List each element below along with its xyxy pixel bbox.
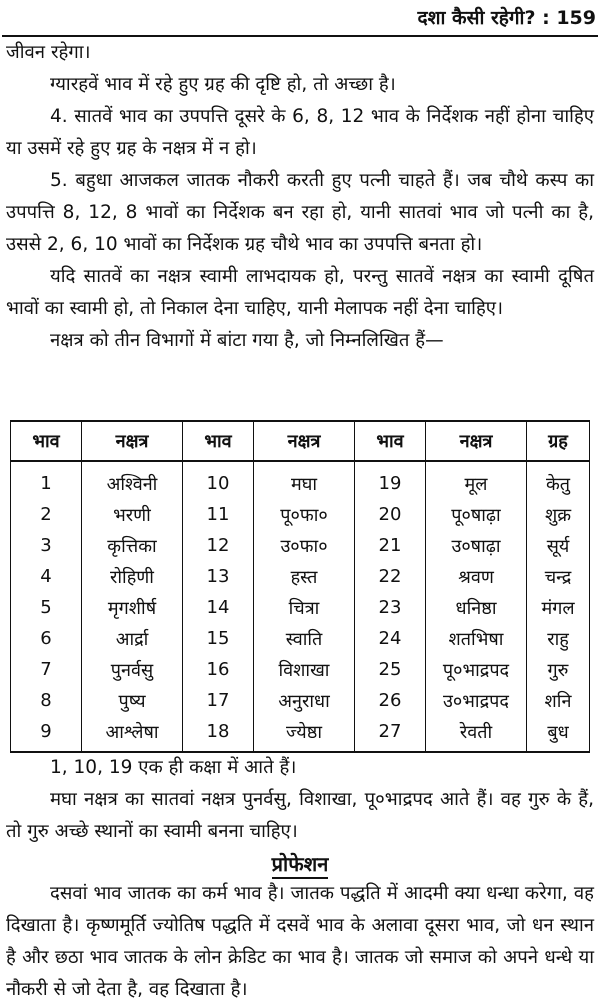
column-header: नक्षत्र	[254, 421, 355, 461]
table-cell: ज्येष्ठा	[254, 716, 355, 752]
table-cell: श्रवण	[426, 561, 527, 592]
table-cell: 24	[355, 623, 426, 654]
table-cell: उ०भाद्रपद	[426, 685, 527, 716]
table-cell: 20	[355, 499, 426, 530]
table-row	[11, 654, 590, 685]
table-row	[11, 623, 590, 654]
table-cell: पू०फा०	[254, 499, 355, 530]
table-cell: अश्विनी	[82, 461, 183, 499]
paragraph: ग्यारहवें भाव में रहे हुए ग्रह की दृष्टि हो, तो अच्छा है।	[50, 74, 396, 95]
table-row	[11, 592, 590, 623]
table-cell: 9	[11, 716, 82, 752]
table-cell: 10	[183, 461, 254, 499]
table-cell: 6	[11, 623, 82, 654]
table-cell: 17	[183, 685, 254, 716]
bottom-text	[6, 878, 594, 1006]
table-cell: पू०भाद्रपद	[426, 654, 527, 685]
running-header: दशा कैसी रहेगी? : 159	[417, 7, 596, 29]
table-cell: आर्द्रा	[82, 623, 183, 654]
paragraph: नक्षत्र को तीन विभागों में बांटा गया है, जो निम्नलिखित हैं—	[50, 330, 444, 351]
paragraph: 4. सातवें भाव का उपपत्ति दूसरे के 6, 8, 12 भाव के निर्देशक नहीं होना चाहिए या उसमें रहे हुए ग्रह के नक्षत्र में न हो।	[6, 106, 594, 159]
table-cell: कृत्तिका	[82, 530, 183, 561]
table-cell: राहु	[527, 623, 590, 654]
column-header: भाव	[183, 421, 254, 461]
table-cell: पुष्य	[82, 685, 183, 716]
table-cell: 19	[355, 461, 426, 499]
table-cell: 22	[355, 561, 426, 592]
table-cell: शतभिषा	[426, 623, 527, 654]
table-cell: 1	[11, 461, 82, 499]
table-cell: पू०षाढ़ा	[426, 499, 527, 530]
table-cell: केतु	[527, 461, 590, 499]
paragraph: 5. बहुधा आजकल जातक नौकरी करती हुए पत्नी चाहते हैं। जब चौथे कस्प का उपपत्ति 8, 12, 8 भावों का निर्देशक बन रहा हो, यानी सातवां भाव जो पत्नी का है, उससे 2, 6, 10 भावों का निर्देशक ग्रह चौथे भाव का उपपत्ति बनता हो।	[6, 170, 594, 255]
table-cell: 7	[11, 654, 82, 685]
table-cell: हस्त	[254, 561, 355, 592]
table-cell: पुनर्वसु	[82, 654, 183, 685]
table-cell: भरणी	[82, 499, 183, 530]
table-cell: चित्रा	[254, 592, 355, 623]
column-header: नक्षत्र	[82, 421, 183, 461]
top-text	[6, 37, 594, 357]
table-cell: 2	[11, 499, 82, 530]
table-cell: 18	[183, 716, 254, 752]
table-cell: 3	[11, 530, 82, 561]
table-cell: 13	[183, 561, 254, 592]
table-cell: 14	[183, 592, 254, 623]
table-cell: विशाखा	[254, 654, 355, 685]
table-cell: आश्लेषा	[82, 716, 183, 752]
table-cell: बुध	[527, 716, 590, 752]
table-header-row	[11, 421, 590, 461]
table-row	[11, 716, 590, 752]
table-cell: 4	[11, 561, 82, 592]
table-cell: स्वाति	[254, 623, 355, 654]
table-cell: उ०फा०	[254, 530, 355, 561]
table-cell: 11	[183, 499, 254, 530]
paragraph: दसवां भाव जातक का कर्म भाव है। जातक पद्धति में आदमी क्या धन्धा करेगा, वह दिखाता है। कृष्णमूर्ति ज्योतिष पद्धति में दसवें भाव के अलावा दूसरा भाव, जो धन स्थान है और छठा भाव जातक के लोन क्रेडिट का भाव है। जातक जो समाज को अपने धन्धे या नौकरी से जो देता है, वह दिखाता है।	[6, 883, 594, 1000]
table-cell: चन्द्र	[527, 561, 590, 592]
table-cell: 8	[11, 685, 82, 716]
table-cell: 23	[355, 592, 426, 623]
table-cell: 21	[355, 530, 426, 561]
table-cell: सूर्य	[527, 530, 590, 561]
table-cell: 15	[183, 623, 254, 654]
table-cell: 5	[11, 592, 82, 623]
table-cell: 16	[183, 654, 254, 685]
table-cell: मूल	[426, 461, 527, 499]
table-cell: 25	[355, 654, 426, 685]
table-cell: शुक्र	[527, 499, 590, 530]
table-row	[11, 461, 590, 499]
paragraph: यदि सातवें का नक्षत्र स्वामी लाभदायक हो, परन्तु सातवें नक्षत्र का स्वामी दूषित भावों का स्वामी हो, तो निकाल देना चाहिए, यानी मेलापक नहीं देना चाहिए।	[6, 266, 594, 319]
nakshatra-table	[10, 420, 590, 753]
column-header: नक्षत्र	[426, 421, 527, 461]
table-cell: 12	[183, 530, 254, 561]
table-row	[11, 561, 590, 592]
mid-text	[6, 752, 594, 848]
paragraph: जीवन रहेगा।	[6, 42, 91, 63]
table-cell: 26	[355, 685, 426, 716]
table-cell: गुरु	[527, 654, 590, 685]
table-cell: 27	[355, 716, 426, 752]
column-header: भाव	[11, 421, 82, 461]
table-row	[11, 685, 590, 716]
section-heading	[0, 850, 600, 877]
table-cell: शनि	[527, 685, 590, 716]
table-row	[11, 499, 590, 530]
table-cell: मंगल	[527, 592, 590, 623]
table-cell: धनिष्ठा	[426, 592, 527, 623]
paragraph: मघा नक्षत्र का सातवां नक्षत्र पुनर्वसु, विशाखा, पू०भाद्रपद आते हैं। वह गुरु के हैं, तो गुरु अच्छे स्थानों का स्वामी बनना चाहिए।	[6, 789, 594, 842]
table-cell: उ०षाढ़ा	[426, 530, 527, 561]
table-cell: मघा	[254, 461, 355, 499]
paragraph: 1, 10, 19 एक ही कक्षा में आते हैं।	[50, 757, 297, 778]
column-header: ग्रह	[527, 421, 590, 461]
table-cell: रोहिणी	[82, 561, 183, 592]
table-cell: रेवती	[426, 716, 527, 752]
table-row	[11, 530, 590, 561]
table-cell: अनुराधा	[254, 685, 355, 716]
table-cell: मृगशीर्ष	[82, 592, 183, 623]
section-heading-text: प्रोफेशन	[272, 852, 329, 879]
column-header: भाव	[355, 421, 426, 461]
